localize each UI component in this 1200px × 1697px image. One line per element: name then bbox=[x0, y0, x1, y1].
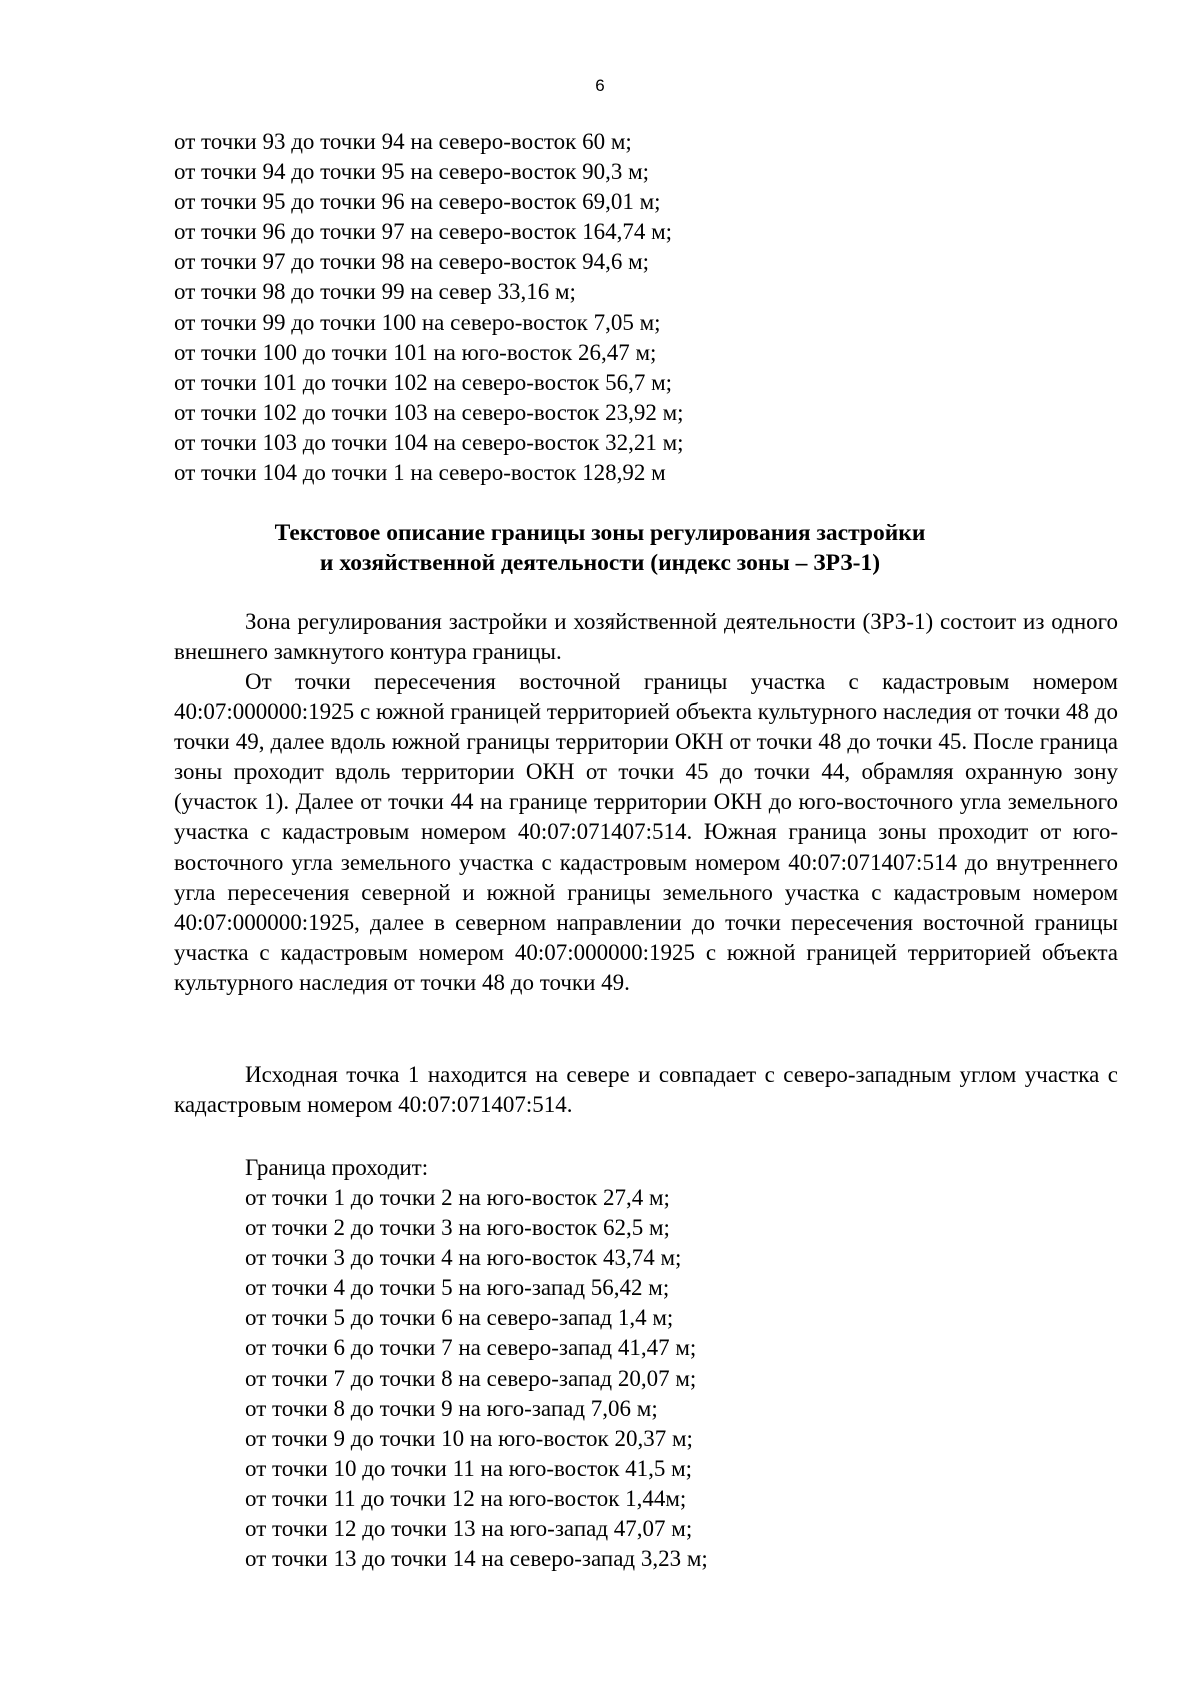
zone-composition-paragraph: Зона регулирования застройки и хозяйственной деятельности (ЗРЗ-1) состоит из одного внешнего замкнутого контура границы. bbox=[174, 609, 1118, 665]
list-item: от точки 13 до точки 14 на северо-запад 3,23 м; bbox=[245, 1546, 708, 1572]
list-item: от точки 96 до точки 97 на северо-восток 164,74 м; bbox=[174, 219, 673, 245]
list-item: от точки 7 до точки 8 на северо-запад 20,07 м; bbox=[245, 1365, 697, 1391]
list-item: от точки 101 до точки 102 на северо-восток 56,7 м; bbox=[174, 369, 673, 395]
list-item: от точки 103 до точки 104 на северо-восток 32,21 м; bbox=[174, 429, 684, 455]
zone-boundary-description-paragraph: От точки пересечения восточной границы участка с кадастровым номером 40:07:000000:1925 с южной границей территорией объекта культурного наследия от точки 48 до точки 49, далее вдоль южной границы территории ОКН от точки 48 до точки 45. После граница зоны проходит вдоль территории ОКН от точки 45 до точки 44, обрамляя охранную зону (участок 1). Далее от точки 44 на границе территории ОКН до юго-восточного угла земельного участка с кадастровым номером 40:07:071407:514. Южная граница зоны проходит от юго-восточного угла земельного участка с кадастровым номером 40:07:071407:514 до внутреннего угла пересечения северной и южной границы земельного участка с кадастровым номером 40:07:000000:1925, далее в северном направлении до точки пересечения восточной границы участка с кадастровым номером 40:07:000000:1925 с южной границей территорией объекта культурного наследия от точки 48 до точки 49. bbox=[174, 669, 1118, 995]
boundary-segments-list bbox=[245, 1183, 708, 1574]
list-item: от точки 2 до точки 3 на юго-восток 62,5 м; bbox=[245, 1215, 670, 1241]
list-item: от точки 98 до точки 99 на север 33,16 м; bbox=[174, 279, 576, 305]
section-heading bbox=[0, 518, 1200, 578]
list-item: от точки 6 до точки 7 на северо-запад 41,47 м; bbox=[245, 1335, 697, 1361]
page-number: 6 bbox=[595, 76, 605, 95]
boundary-intro-label: Граница проходит: bbox=[245, 1155, 429, 1180]
list-item: от точки 1 до точки 2 на юго-восток 27,4 м; bbox=[245, 1185, 670, 1210]
list-item: от точки 8 до точки 9 на юго-запад 7,06 м; bbox=[245, 1395, 658, 1421]
starting-point-paragraph: Исходная точка 1 находится на севере и совпадает с северо-западным углом участка с кадастровым номером 40:07:071407:514. bbox=[174, 1062, 1118, 1118]
list-item: от точки 100 до точки 101 на юго-восток 26,47 м; bbox=[174, 339, 657, 365]
list-item: от точки 12 до точки 13 на юго-запад 47,07 м; bbox=[245, 1516, 693, 1542]
list-item: от точки 104 до точки 1 на северо-восток 128,92 м bbox=[174, 460, 666, 486]
list-item: от точки 93 до точки 94 на северо-восток 60 м; bbox=[174, 129, 632, 154]
list-item: от точки 10 до точки 11 на юго-восток 41,5 м; bbox=[245, 1455, 693, 1481]
list-item: от точки 99 до точки 100 на северо-восток 7,05 м; bbox=[174, 309, 661, 335]
list-item: от точки 4 до точки 5 на юго-запад 56,42 м; bbox=[245, 1275, 670, 1301]
list-item: от точки 102 до точки 103 на северо-восток 23,92 м; bbox=[174, 399, 684, 425]
list-item: от точки 5 до точки 6 на северо-запад 1,4 м; bbox=[245, 1305, 674, 1331]
boundary-segments-list-continued bbox=[174, 127, 684, 488]
list-item: от точки 95 до точки 96 на северо-восток 69,01 м; bbox=[174, 189, 661, 215]
section-heading-line-2: и хозяйственной деятельности (индекс зоны – ЗРЗ-1) bbox=[319, 550, 881, 576]
list-item: от точки 97 до точки 98 на северо-восток 94,6 м; bbox=[174, 249, 650, 275]
list-item: от точки 9 до точки 10 на юго-восток 20,37 м; bbox=[245, 1425, 693, 1451]
list-item: от точки 11 до точки 12 на юго-восток 1,44м; bbox=[245, 1485, 687, 1511]
list-item: от точки 3 до точки 4 на юго-восток 43,74 м; bbox=[245, 1245, 682, 1271]
section-heading-line-1: Текстовое описание границы зоны регулирования застройки bbox=[274, 520, 926, 546]
list-item: от точки 94 до точки 95 на северо-восток 90,3 м; bbox=[174, 159, 650, 185]
